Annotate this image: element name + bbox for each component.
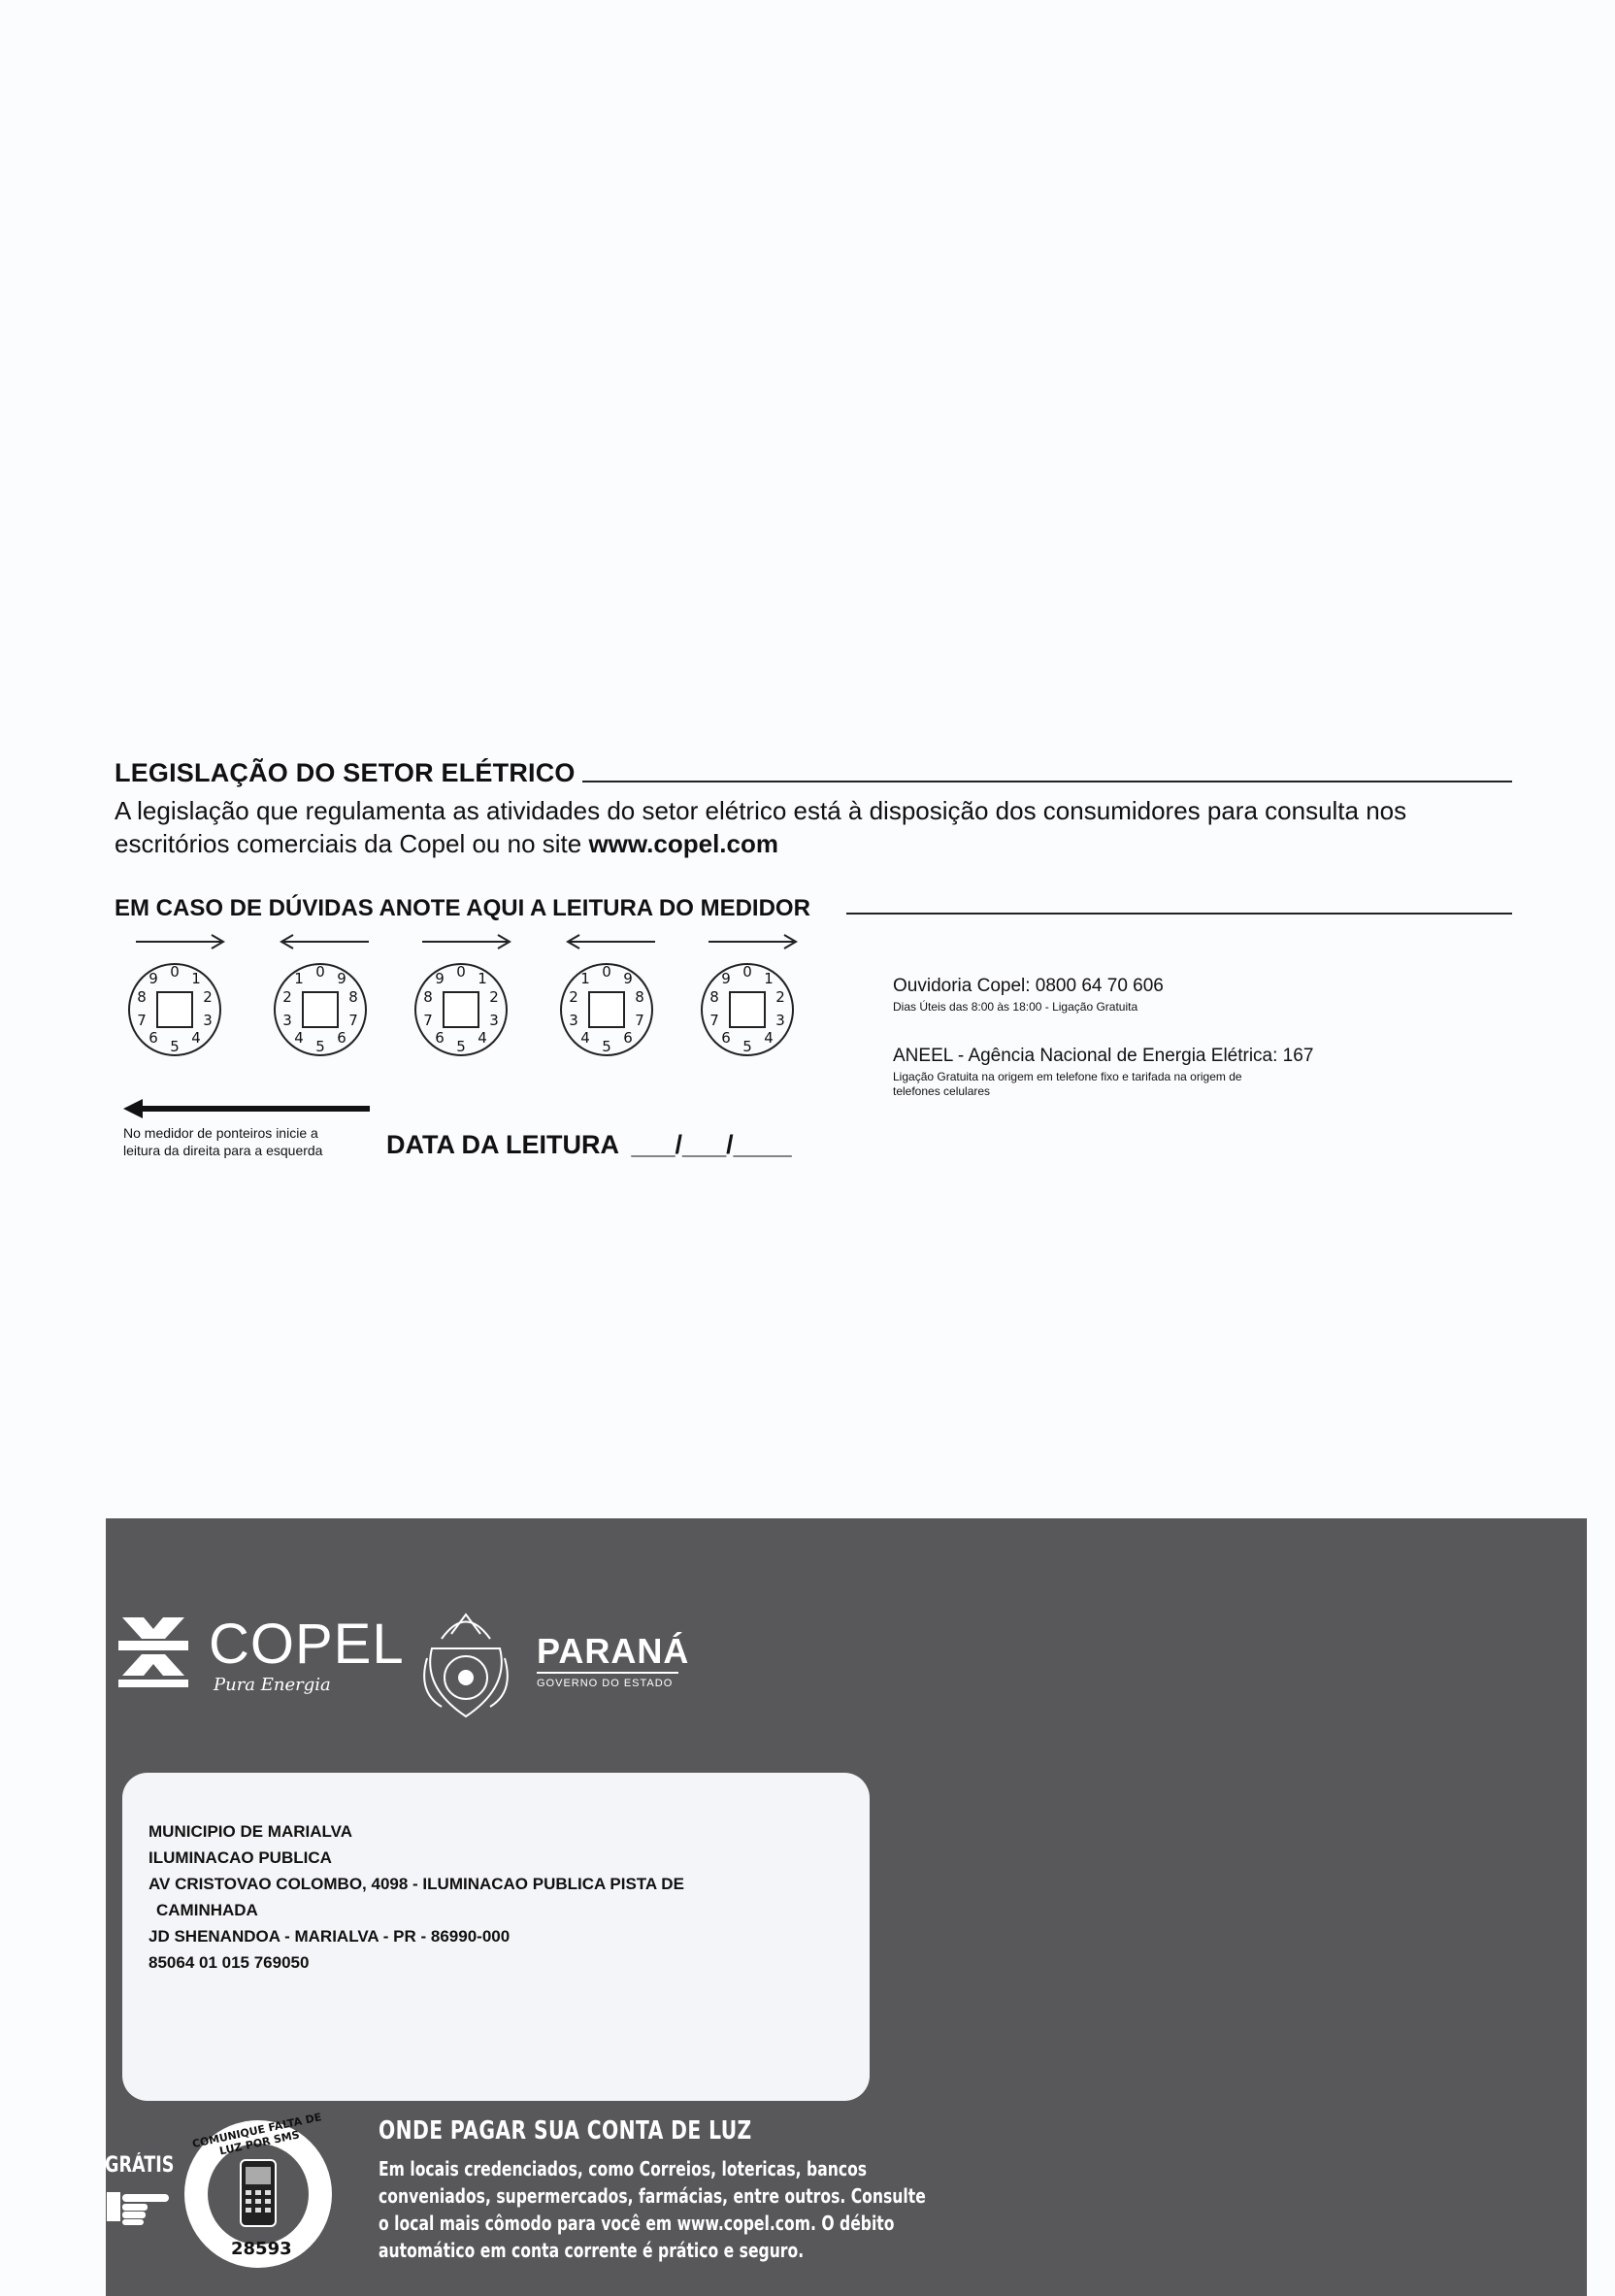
svg-text:6: 6 [623,1029,633,1047]
meter-dial-3 [412,961,510,1058]
address-line-1: MUNICIPIO DE MARIALVA [148,1822,352,1841]
svg-text:9: 9 [148,970,158,987]
copel-slogan: Pura Energia [214,1675,331,1695]
svg-text:5: 5 [456,1038,466,1055]
svg-text:6: 6 [337,1029,346,1047]
svg-text:9: 9 [337,970,346,987]
aneel-note-line2: telefones celulares [893,1084,991,1098]
svg-text:2: 2 [489,988,499,1006]
sms-number: 28593 [231,2239,292,2259]
svg-text:9: 9 [721,970,731,987]
svg-text:3: 3 [489,1012,499,1029]
arrow-right-icon [136,935,223,948]
ouvidoria-phone: Ouvidoria Copel: 0800 64 70 606 [893,976,1164,996]
svg-text:0: 0 [742,963,752,981]
onde-pagar-title: ONDE PAGAR SUA CONTA DE LUZ [379,2116,752,2146]
address-line-6: 85064 01 015 769050 [148,1953,310,1972]
address-line-2: ILUMINACAO PUBLICA [148,1848,332,1867]
meter-dial-2 [272,961,369,1058]
svg-text:0: 0 [315,963,325,981]
svg-text:0: 0 [456,963,466,981]
svg-text:1: 1 [191,970,201,987]
legislacao-text-prefix: escritórios comerciais da Copel ou no site [115,829,589,858]
medidor-note-line1: No medidor de ponteiros inicie a [123,1125,318,1141]
svg-text:4: 4 [580,1029,590,1047]
copel-logo-text: COPEL [209,1613,405,1676]
svg-text:2: 2 [282,988,292,1006]
svg-text:5: 5 [315,1038,325,1055]
svg-text:4: 4 [191,1029,201,1047]
onde-pagar-line-4: automático em conta corrente é prático e seguro. [379,2239,805,2262]
parana-logo-text: PARANÁ [537,1631,690,1671]
arrow-left-icon [568,935,655,948]
svg-text:0: 0 [170,963,180,981]
onde-pagar-line-2: conveniados, supermercados, farmácias, entre outros. Consulte [379,2184,926,2208]
data-leitura-text: DATA DA LEITURA [386,1130,618,1159]
medidor-note-line2: leitura da direita para a esquerda [123,1143,323,1158]
legislacao-title: LEGISLAÇÃO DO SETOR ELÉTRICO [115,758,576,787]
svg-text:7: 7 [635,1012,644,1029]
svg-text:4: 4 [764,1029,774,1047]
svg-text:1: 1 [580,970,590,987]
aneel-note-line1: Ligação Gratuita na origem em telefone fixo e tarifada na origem de [893,1070,1242,1083]
copel-site-link[interactable]: www.copel.com [588,829,778,858]
svg-text:7: 7 [423,1012,433,1029]
sms-ring-text: COMUNIQUE FALTA DE LUZ POR SMS [190,2111,323,2158]
meter-dial-1 [126,961,223,1058]
onde-pagar-line-1: Em locais credenciados, como Correios, lotericas, bancos [379,2157,868,2180]
svg-text:8: 8 [709,988,719,1006]
svg-text:6: 6 [721,1029,731,1047]
svg-text:2: 2 [203,988,213,1006]
parana-underline [537,1672,678,1674]
meter-dial-4 [558,961,655,1058]
arrow-right-icon [709,935,796,948]
arrow-right-icon [422,935,510,948]
medidor-rule [846,913,1512,915]
svg-text:6: 6 [435,1029,445,1047]
svg-text:5: 5 [742,1038,752,1055]
svg-text:7: 7 [348,1012,358,1029]
data-leitura-label [386,1130,792,1160]
parana-coat-of-arms-icon [412,1600,519,1726]
svg-text:3: 3 [569,1012,578,1029]
address-line-4: CAMINHADA [156,1901,258,1919]
svg-text:3: 3 [203,1012,213,1029]
svg-text:5: 5 [170,1038,180,1055]
read-direction-arrow-icon [121,1097,374,1120]
svg-text:3: 3 [775,1012,785,1029]
svg-text:4: 4 [478,1029,487,1047]
copel-logo-icon [115,1612,192,1689]
governo-label: GOVERNO DO ESTADO [537,1678,674,1689]
legislacao-text-line1: A legislação que regulamenta as atividades do setor elétrico está à disposição dos consumidores para consulta nos [115,796,1407,825]
svg-text:1: 1 [478,970,487,987]
dial-direction-arrows [126,930,864,959]
svg-text:6: 6 [148,1029,158,1047]
svg-text:0: 0 [602,963,611,981]
gratis-label: GRÁTIS [105,2153,175,2178]
address-block [148,1818,857,1976]
meter-dial-5 [699,961,796,1058]
medidor-note [123,1124,322,1159]
medidor-title: EM CASO DE DÚVIDAS ANOTE AQUI A LEITURA DO MEDIDOR [115,895,810,921]
svg-text:1: 1 [764,970,774,987]
svg-text:8: 8 [635,988,644,1006]
legislacao-text-line2 [115,827,1522,860]
pointing-hand-icon [105,2182,173,2231]
svg-text:2: 2 [569,988,578,1006]
legislacao-rule [582,781,1512,782]
onde-pagar-line-3: o local mais cômodo para você em www.copel.com. O débito [379,2212,895,2235]
svg-text:7: 7 [709,1012,719,1029]
svg-text:2: 2 [775,988,785,1006]
svg-text:1: 1 [294,970,304,987]
ouvidoria-block [893,976,1164,1015]
svg-text:8: 8 [348,988,358,1006]
svg-text:9: 9 [435,970,445,987]
svg-text:8: 8 [423,988,433,1006]
mobile-phone-icon [241,2160,276,2226]
aneel-block [893,1046,1398,1099]
svg-text:7: 7 [137,1012,147,1029]
aneel-phone: ANEEL - Agência Nacional de Energia Elétrica: 167 [893,1046,1314,1066]
data-leitura-blanks[interactable]: ___/___/____ [631,1130,792,1159]
address-line-3: AV CRISTOVAO COLOMBO, 4098 - ILUMINACAO PUBLICA PISTA DE [148,1875,684,1893]
arrow-left-icon [281,935,369,948]
svg-text:9: 9 [623,970,633,987]
svg-text:4: 4 [294,1029,304,1047]
onde-pagar-body [379,2155,1080,2264]
svg-text:5: 5 [602,1038,611,1055]
ouvidoria-hours: Dias Úteis das 8:00 às 18:00 - Ligação Gratuita [893,1000,1138,1014]
address-line-5: JD SHENANDOA - MARIALVA - PR - 86990-000 [148,1927,511,1946]
legislacao-text [115,794,1522,860]
svg-text:3: 3 [282,1012,292,1029]
svg-text:8: 8 [137,988,147,1006]
